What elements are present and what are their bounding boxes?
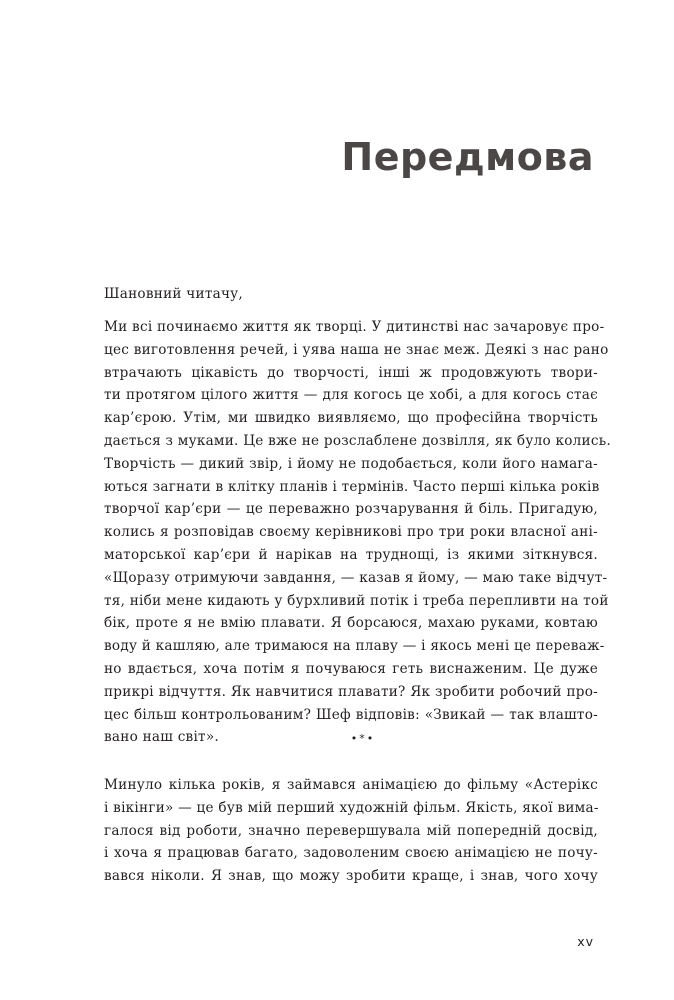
text-line: Минуло кілька років, я займався анімацією до фільму «Астерікс xyxy=(104,777,598,793)
chapter-title: Передмова xyxy=(341,135,594,179)
text-line: бік, проте я не вмію плавати. Я борсаюся, махаю руками, ковтаю xyxy=(104,615,598,632)
separator-glyph: •*• xyxy=(350,732,376,745)
text-line: но вдається, хоча потім я почуваюся геть виснаженим. Це дуже xyxy=(104,660,598,677)
text-line: галося від роботи, значно перевершувала мій попередній досвід, xyxy=(104,822,598,839)
text-line: Творчість — дикий звір, і йому не подобається, коли його намага- xyxy=(104,455,598,472)
text-line: кар’єрою. Утім, ми швидко виявляємо, що професійна творчість xyxy=(104,410,598,427)
paragraph-1 xyxy=(104,316,611,749)
text-line: і вікінги» — це був мій перший художній фільм. Якість, якої вима- xyxy=(104,799,599,816)
text-line: Ми всі починаємо життя як творці. У дитинстві нас зачаровує про- xyxy=(104,319,605,335)
text-line: дається з муками. Це вже не розслаблене дозвілля, як було колись. xyxy=(104,432,611,449)
text-line: прикрі відчуття. Як навчитися плавати? Як зробити робочий про- xyxy=(104,683,598,700)
text-line: маторської кар’єри й нарікав на труднощі, із якими зіткнувся. xyxy=(104,546,598,563)
text-line: творчої кар’єри — це переважно розчарування й біль. Пригадую, xyxy=(104,501,598,518)
text-line: цес виготовлення речей, і уява наша не знає меж. Деякі з нас рано xyxy=(104,341,609,358)
text-line: воду й кашляю, але тримаюся на плаву — і якось мені це переваж- xyxy=(104,638,605,655)
text-line: і хоча я працював багато, задоволеним своєю анімацією не почу- xyxy=(104,845,598,862)
text-line: цес більш контрольованим? Шеф відповів: «Звикай — так влашто- xyxy=(104,706,598,723)
page-number: xv xyxy=(577,934,594,949)
text-line: ються загнати в клітку планів і термінів. Часто перші кілька років xyxy=(104,478,600,495)
text-line: вано наш світ». xyxy=(104,729,219,746)
section-separator xyxy=(0,732,674,745)
text-line: ти протягом цілого життя — для когось це хобі, а для когось стає xyxy=(104,387,598,404)
greeting-line: Шановний читачу, xyxy=(104,286,243,302)
text-line: «Щоразу отримуючи завдання, — казав я йому, — маю таке відчут- xyxy=(104,569,608,586)
greeting xyxy=(104,283,598,306)
text-line: колись я розповідав своєму керівникові про три роки власної ані- xyxy=(104,524,598,541)
text-line: втрачають цікавість до творчості, інші ж продовжують твори- xyxy=(104,364,598,381)
paragraph-2 xyxy=(104,774,598,888)
text-line: вався ніколи. Я знав, що можу зробити краще, і знав, чого хочу xyxy=(104,868,598,885)
text-line: тя, ніби мене кидають у бурхливий потік і треба перепливти на той xyxy=(104,592,609,609)
